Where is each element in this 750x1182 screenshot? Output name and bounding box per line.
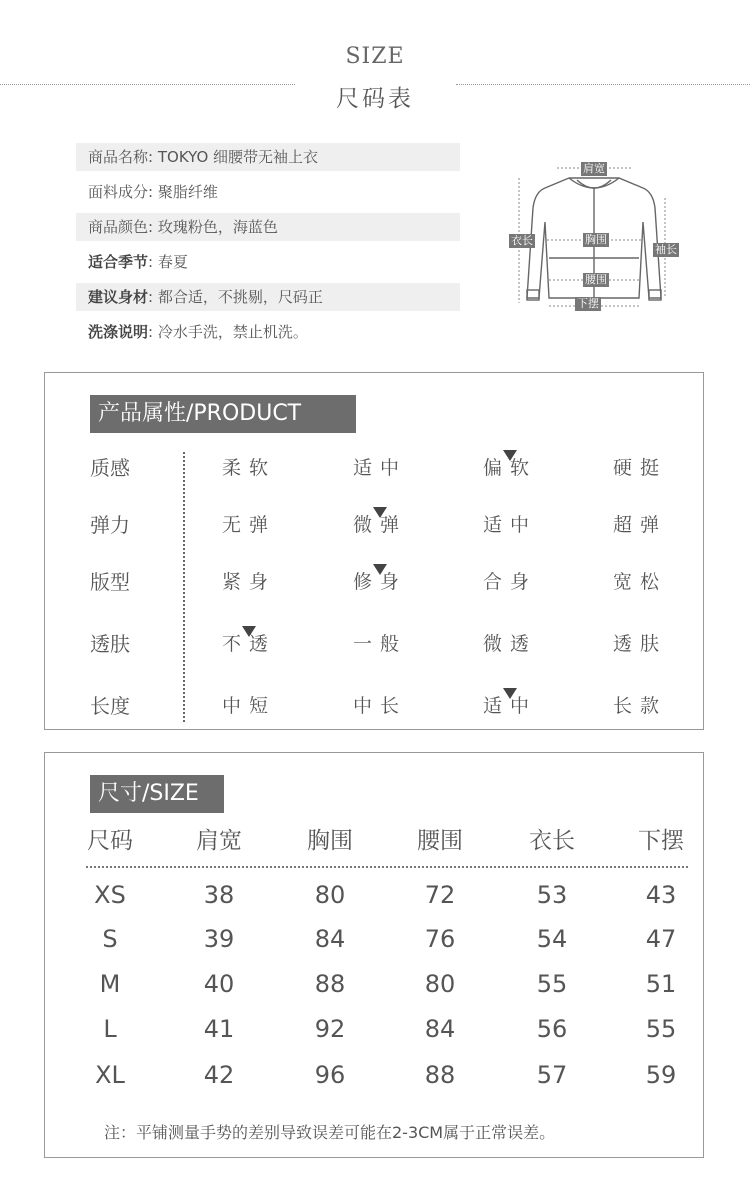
size-column-header: 肩宽 xyxy=(196,828,242,854)
size-cell: XS xyxy=(94,881,126,909)
size-cell: S xyxy=(102,925,118,953)
info-label: 商品颜色 xyxy=(88,218,149,236)
size-cell: L xyxy=(103,1015,117,1043)
size-cell: 72 xyxy=(424,881,456,909)
info-separator: : xyxy=(148,218,158,236)
info-separator: : xyxy=(148,183,158,201)
hem-tag: 下摆 xyxy=(577,297,599,310)
size-cell: 41 xyxy=(203,1015,235,1043)
chest-tag: 胸围 xyxy=(585,233,607,246)
page-title-en: SIZE xyxy=(345,44,405,69)
attribute-option: 宽松 xyxy=(613,571,668,593)
attribute-option: 中长 xyxy=(353,695,408,717)
size-cell: 76 xyxy=(424,925,456,953)
info-label: 面料成分 xyxy=(88,183,149,201)
info-value: 冷水手洗，禁止机洗。 xyxy=(157,323,308,341)
size-cell: XL xyxy=(95,1061,125,1089)
product-attributes-title: 产品属性/PRODUCT xyxy=(90,395,356,433)
attribute-option: 一般 xyxy=(353,633,408,655)
size-column-header: 尺码 xyxy=(87,828,133,854)
size-cell: 88 xyxy=(424,1061,456,1089)
size-cell: 80 xyxy=(314,881,346,909)
size-cell: 56 xyxy=(536,1015,568,1043)
size-cell: 53 xyxy=(536,881,568,909)
info-separator: : xyxy=(148,288,158,306)
attribute-option: 硬挺 xyxy=(613,457,668,479)
attribute-label: 版型 xyxy=(90,570,130,594)
attribute-label: 透肤 xyxy=(90,632,130,656)
info-separator: : xyxy=(148,253,158,271)
attribute-option: 微透 xyxy=(483,633,538,655)
selected-marker-icon xyxy=(503,450,517,461)
attribute-option: 偏软 xyxy=(483,457,538,479)
size-table-title: 尺寸/SIZE xyxy=(90,775,224,813)
selected-marker-icon xyxy=(242,626,256,637)
size-column-header: 胸围 xyxy=(307,828,353,854)
size-column-header: 腰围 xyxy=(417,828,463,854)
attribute-option: 适中 xyxy=(483,514,538,536)
size-cell: 88 xyxy=(314,970,346,998)
attribute-option: 微弹 xyxy=(353,514,408,536)
info-label: 建议身材 xyxy=(88,288,149,306)
attribute-option: 中短 xyxy=(222,695,277,717)
attribute-divider xyxy=(183,452,185,722)
size-cell: 55 xyxy=(645,1015,677,1043)
attribute-option: 紧身 xyxy=(222,571,277,593)
info-row xyxy=(76,213,460,241)
attribute-label: 弹力 xyxy=(90,513,130,537)
size-cell: 55 xyxy=(536,970,568,998)
size-header-rule xyxy=(86,866,688,868)
waist-tag: 腰围 xyxy=(585,273,607,286)
size-cell: 51 xyxy=(645,970,677,998)
sleeve-tag: 袖长 xyxy=(655,243,677,256)
attribute-option: 长款 xyxy=(613,695,668,717)
size-cell: 92 xyxy=(314,1015,346,1043)
attribute-option: 修身 xyxy=(353,571,408,593)
size-cell: 47 xyxy=(645,925,677,953)
size-cell: 43 xyxy=(645,881,677,909)
size-column-header: 衣长 xyxy=(529,828,575,854)
size-cell: 57 xyxy=(536,1061,568,1089)
info-row xyxy=(76,318,460,346)
info-row xyxy=(76,248,460,276)
info-separator: : xyxy=(148,323,158,341)
info-row xyxy=(76,178,460,206)
selected-marker-icon xyxy=(503,688,517,699)
size-cell: 38 xyxy=(203,881,235,909)
size-cell: 42 xyxy=(203,1061,235,1089)
info-label: 商品名称 xyxy=(88,148,149,166)
info-separator: : xyxy=(148,148,158,166)
info-value: 春夏 xyxy=(157,253,188,271)
size-cell: 40 xyxy=(203,970,235,998)
attribute-option: 柔软 xyxy=(222,457,277,479)
info-label: 适合季节 xyxy=(88,253,149,271)
size-cell: 39 xyxy=(203,925,235,953)
attribute-label: 长度 xyxy=(90,694,130,718)
attribute-option: 合身 xyxy=(483,571,538,593)
size-cell: M xyxy=(99,970,121,998)
info-row xyxy=(76,283,460,311)
measurement-note: 注：平铺测量手势的差别导致误差可能在2-3CM属于正常误差。 xyxy=(104,1123,556,1142)
size-cell: 80 xyxy=(424,970,456,998)
attribute-option: 不透 xyxy=(222,633,277,655)
attribute-option: 超弹 xyxy=(613,514,668,536)
info-value: 聚脂纤维 xyxy=(157,183,218,201)
page-title-cn: 尺码表 xyxy=(336,86,414,112)
shoulder-tag: 肩宽 xyxy=(583,162,605,175)
attribute-option: 适中 xyxy=(353,457,408,479)
selected-marker-icon xyxy=(373,564,387,575)
size-column-header: 下摆 xyxy=(638,828,684,854)
size-cell: 96 xyxy=(314,1061,346,1089)
garment-measurement-diagram xyxy=(505,158,683,314)
info-label: 洗涤说明 xyxy=(88,323,149,341)
length-tag: 衣长 xyxy=(511,234,533,247)
info-value: 玫瑰粉色，海蓝色 xyxy=(157,218,278,236)
info-value: 都合适，不挑剔，尺码正 xyxy=(157,288,323,306)
attribute-option: 无弹 xyxy=(222,514,277,536)
size-cell: 84 xyxy=(314,925,346,953)
attribute-label: 质感 xyxy=(90,456,130,480)
size-cell: 84 xyxy=(424,1015,456,1043)
attribute-option: 适中 xyxy=(483,695,538,717)
selected-marker-icon xyxy=(373,507,387,518)
size-cell: 54 xyxy=(536,925,568,953)
info-row xyxy=(76,143,460,171)
attribute-option: 透肤 xyxy=(613,633,668,655)
size-cell: 59 xyxy=(645,1061,677,1089)
info-value: TOKYO 细腰带无袖上衣 xyxy=(157,148,319,166)
